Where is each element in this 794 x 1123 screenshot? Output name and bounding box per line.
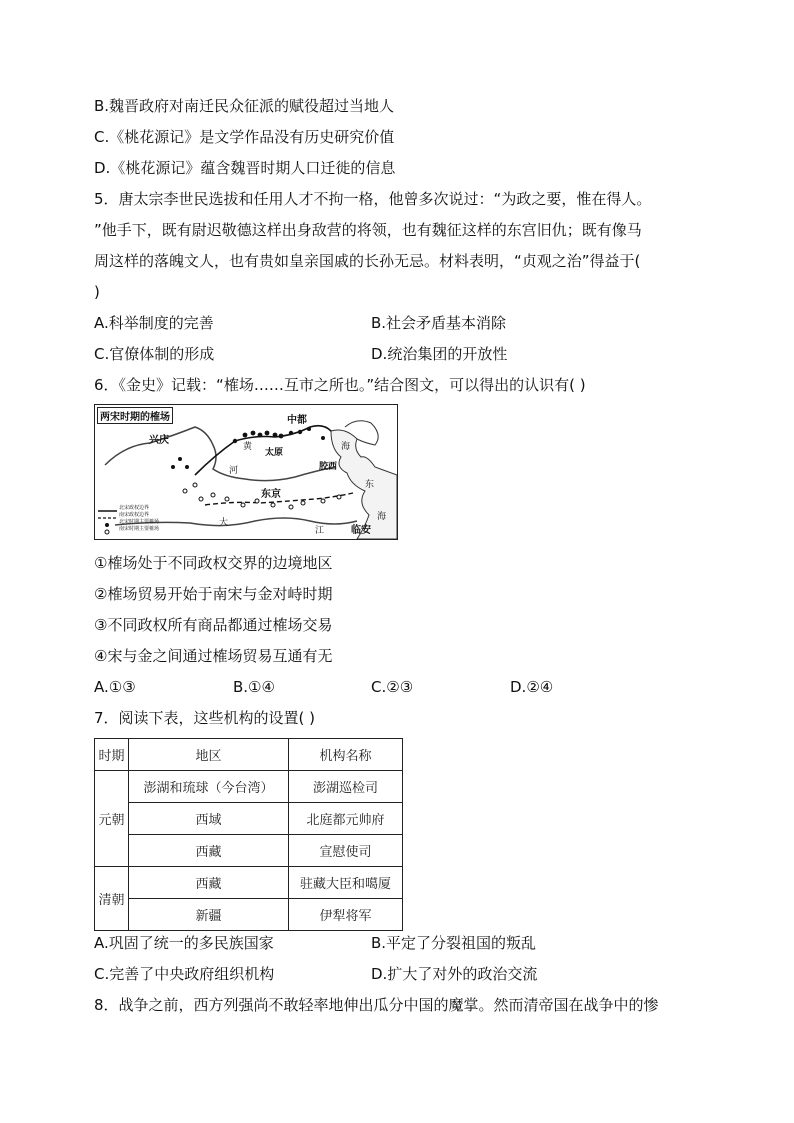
table-header-region: 地区 <box>129 739 289 771</box>
table-cell-region: 西藏 <box>129 867 289 899</box>
q6-option-b: B.①④ <box>233 678 275 696</box>
q6-option-a: A.①③ <box>94 678 136 696</box>
map-legend-labels <box>119 505 159 533</box>
institutions-table <box>94 738 403 931</box>
q5-stem-line3: 周这样的落魄文人，也有贵如皇亲国戚的长孙无忌。材料表明，“贞观之治”得益于( <box>94 252 641 270</box>
map-label-da: 大 <box>219 518 229 528</box>
table-row <box>95 899 403 931</box>
table-row <box>95 867 403 899</box>
table-cell-region: 新疆 <box>129 899 289 931</box>
map-label-hai1: 海 <box>341 442 351 452</box>
table-period-yuan: 元朝 <box>95 771 129 867</box>
q5-stem-line1: 5．唐太宗李世民选拔和任用人才不拘一格，他曾多次说过：“为政之要，惟在得人。 <box>94 190 652 208</box>
map-label-dong: 东 <box>365 480 375 490</box>
q7-option-c: C.完善了中央政府组织机构 <box>94 965 275 983</box>
q4-option-b: B.魏晋政府对南迁民众征派的赋役超过当地人 <box>94 97 395 115</box>
q6-statement-3: ③不同政权所有商品都通过榷场交易 <box>94 616 333 634</box>
legend-north-markets: 北宋时期主要榷场 <box>119 519 160 525</box>
table-row <box>95 803 403 835</box>
table-header-row <box>95 739 403 771</box>
table-cell-region: 西藏 <box>129 835 289 867</box>
q4-option-c: C.《桃花源记》是文学作品没有历史研究价值 <box>94 128 395 146</box>
table-cell-region: 澎湖和琉球（今台湾） <box>129 771 289 803</box>
map-label-jiang: 江 <box>315 526 325 536</box>
legend-south-border: 南宋政权边界 <box>119 512 150 518</box>
table-period-qing: 清朝 <box>95 867 129 931</box>
map-label-hai2: 海 <box>377 512 387 522</box>
map-label-huang: 黄 <box>243 442 253 452</box>
q6-option-d: D.②④ <box>510 678 554 696</box>
map-label-xingqing: 兴庆 <box>149 435 169 446</box>
q5-option-c: C.官僚体制的形成 <box>94 345 215 363</box>
table-row <box>95 771 403 803</box>
q6-stem: 6．《金史》记载：“榷场……互市之所也。”结合图文，可以得出的认识有( ) <box>94 376 586 394</box>
map-label-jiaoxi: 胶西 <box>319 462 338 472</box>
legend-north-border: 北宋政权边界 <box>119 505 150 511</box>
table-cell-agency: 驻藏大臣和噶厦 <box>289 867 403 899</box>
q7-option-b: B.平定了分裂祖国的叛乱 <box>371 934 537 952</box>
q4-option-d: D.《桃花源记》蕴含魏晋时期人口迁徙的信息 <box>94 159 396 177</box>
q8-stem-line1: 8．战争之前，西方列强尚不敢轻率地伸出瓜分中国的魔掌。然而清帝国在战争中的惨 <box>94 996 659 1014</box>
table-cell-region: 西域 <box>129 803 289 835</box>
map-label-linan: 临安 <box>351 525 371 536</box>
q6-option-c: C.②③ <box>371 678 414 696</box>
q6-statement-4: ④宋与金之间通过榷场贸易互通有无 <box>94 647 333 665</box>
map-label-he: 河 <box>229 466 239 476</box>
table-cell-agency: 北庭都元帅府 <box>289 803 403 835</box>
yellow-river <box>105 427 338 481</box>
q5-option-b: B.社会矛盾基本消除 <box>371 314 507 332</box>
q6-statement-1: ①榷场处于不同政权交界的边境地区 <box>94 554 333 572</box>
q7-stem: 7．阅读下表，这些机构的设置( ) <box>94 709 316 727</box>
map-label-zhongdu: 中都 <box>287 415 307 426</box>
q6-statement-2: ②榷场贸易开始于南宋与金对峙时期 <box>94 585 333 603</box>
table-header-period: 时期 <box>95 739 129 771</box>
q7-option-a: A.巩固了统一的多民族国家 <box>94 934 274 952</box>
song-trade-market-map <box>94 404 398 540</box>
map-title: 两宋时期的榷场 <box>97 407 173 424</box>
q5-stem-line2: ”他手下，既有尉迟敬德这样出身敌营的将领，也有魏征这样的东宫旧仇；既有像马 <box>94 221 642 239</box>
q7-option-d: D.扩大了对外的政治交流 <box>371 965 538 983</box>
q5-option-a: A.科举制度的完善 <box>94 314 214 332</box>
legend-south-markets: 南宋时期主要榷场 <box>119 526 160 532</box>
q5-stem-line4: ) <box>94 283 100 301</box>
map-label-taiyuan: 太原 <box>265 448 284 458</box>
map-legend <box>98 511 117 534</box>
table-row <box>95 835 403 867</box>
table-cell-agency: 澎湖巡检司 <box>289 771 403 803</box>
map-label-dongjing: 东京 <box>261 489 281 500</box>
table-header-agency: 机构名称 <box>289 739 403 771</box>
table-cell-agency: 宣慰使司 <box>289 835 403 867</box>
q5-option-d: D.统治集团的开放性 <box>371 345 508 363</box>
table-cell-agency: 伊犁将军 <box>289 899 403 931</box>
